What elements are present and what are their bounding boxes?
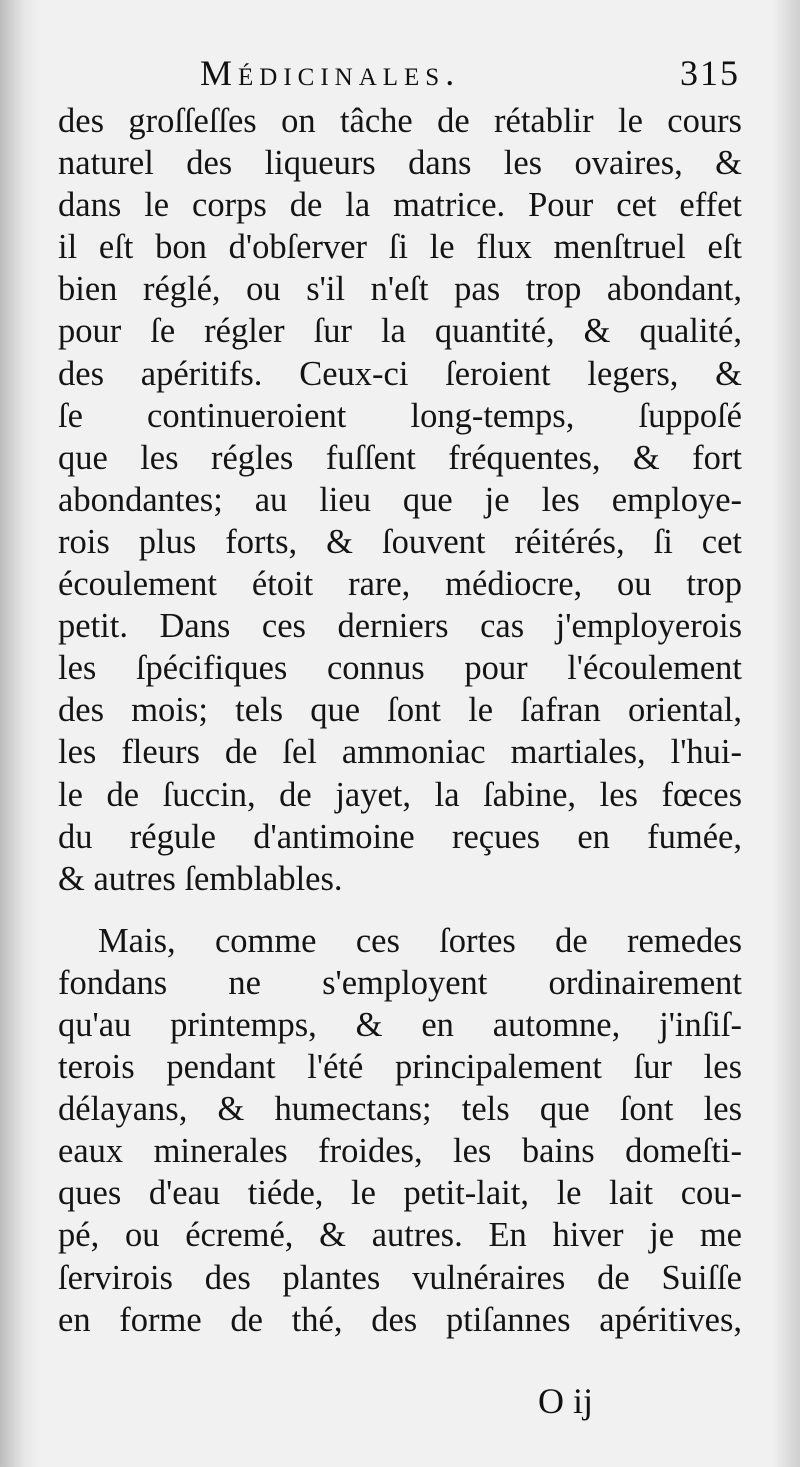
text-line: & autres ſemblables. — [58, 859, 343, 898]
text-line: abondantes; au lieu que je les employe- — [58, 480, 742, 519]
text-line: fondans ne s'employent ordinairement — [58, 963, 742, 1002]
text-line: les fleurs de ſel ammoniac martiales, l'hui- — [58, 733, 742, 772]
text-line: ſe continueroient long-temps, ſuppoſé — [58, 396, 742, 435]
paragraph-gap — [58, 900, 742, 920]
text-line: ques d'eau tiéde, le petit-lait, le lait cou- — [58, 1174, 742, 1213]
running-head — [200, 52, 740, 102]
text-line: que les régles fuſſent fréquentes, & fort — [58, 438, 742, 477]
text-line: en forme de thé, des ptiſannes apéritives, — [58, 1300, 742, 1339]
gutter-shadow — [0, 0, 40, 1467]
text-line: il eſt bon d'obſerver ſi le flux menſtruel eſt — [58, 228, 742, 267]
text-line: petit. Dans ces derniers cas j'employerois — [58, 607, 742, 646]
text-line: dans le corps de la matrice. Pour cet effet — [58, 186, 742, 225]
page-number: 315 — [680, 53, 740, 93]
body-text — [58, 100, 742, 1341]
text-line: pour ſe régler ſur la quantité, & qualité, — [58, 312, 742, 351]
running-title: Médicinales. — [200, 53, 461, 93]
text-line: terois pendant l'été principalement ſur les — [58, 1048, 742, 1087]
paragraph-1 — [58, 100, 742, 900]
text-line: des apéritifs. Ceux-ci ſeroient legers, & — [58, 354, 742, 393]
text-line: des groſſeſſes on tâche de rétablir le cours — [58, 102, 742, 140]
page-edge-shadow — [772, 0, 800, 1467]
text-line: des mois; tels que ſont le ſafran oriental, — [58, 691, 742, 730]
text-line: ſervirois des plantes vulnéraires de Suiſſe — [58, 1258, 742, 1297]
signature-mark: O ij — [538, 1381, 594, 1421]
text-line: qu'au printemps, & en automne, j'inſiſ- — [58, 1005, 742, 1044]
text-line: bien réglé, ou s'il n'eſt pas trop abondant, — [58, 270, 742, 309]
text-line: du régule d'antimoine reçues en fumée, — [58, 817, 742, 856]
paragraph-2 — [58, 920, 742, 1341]
text-line: les ſpécifiques connus pour l'écoulement — [58, 649, 742, 688]
text-line: écoulement étoit rare, médiocre, ou trop — [58, 565, 742, 604]
text-line: le de ſuccin, de jayet, la ſabine, les fœces — [58, 775, 742, 814]
text-line: délayans, & humectans; tels que ſont les — [58, 1090, 742, 1129]
text-line: eaux minerales froides, les bains domeſti- — [58, 1132, 742, 1171]
text-line: Mais, comme ces ſortes de remedes — [98, 921, 742, 960]
text-line: rois plus forts, & ſouvent réitérés, ſi cet — [58, 522, 742, 561]
text-line: pé, ou écremé, & autres. En hiver je me — [58, 1216, 742, 1255]
text-line: naturel des liqueurs dans les ovaires, & — [58, 144, 742, 183]
